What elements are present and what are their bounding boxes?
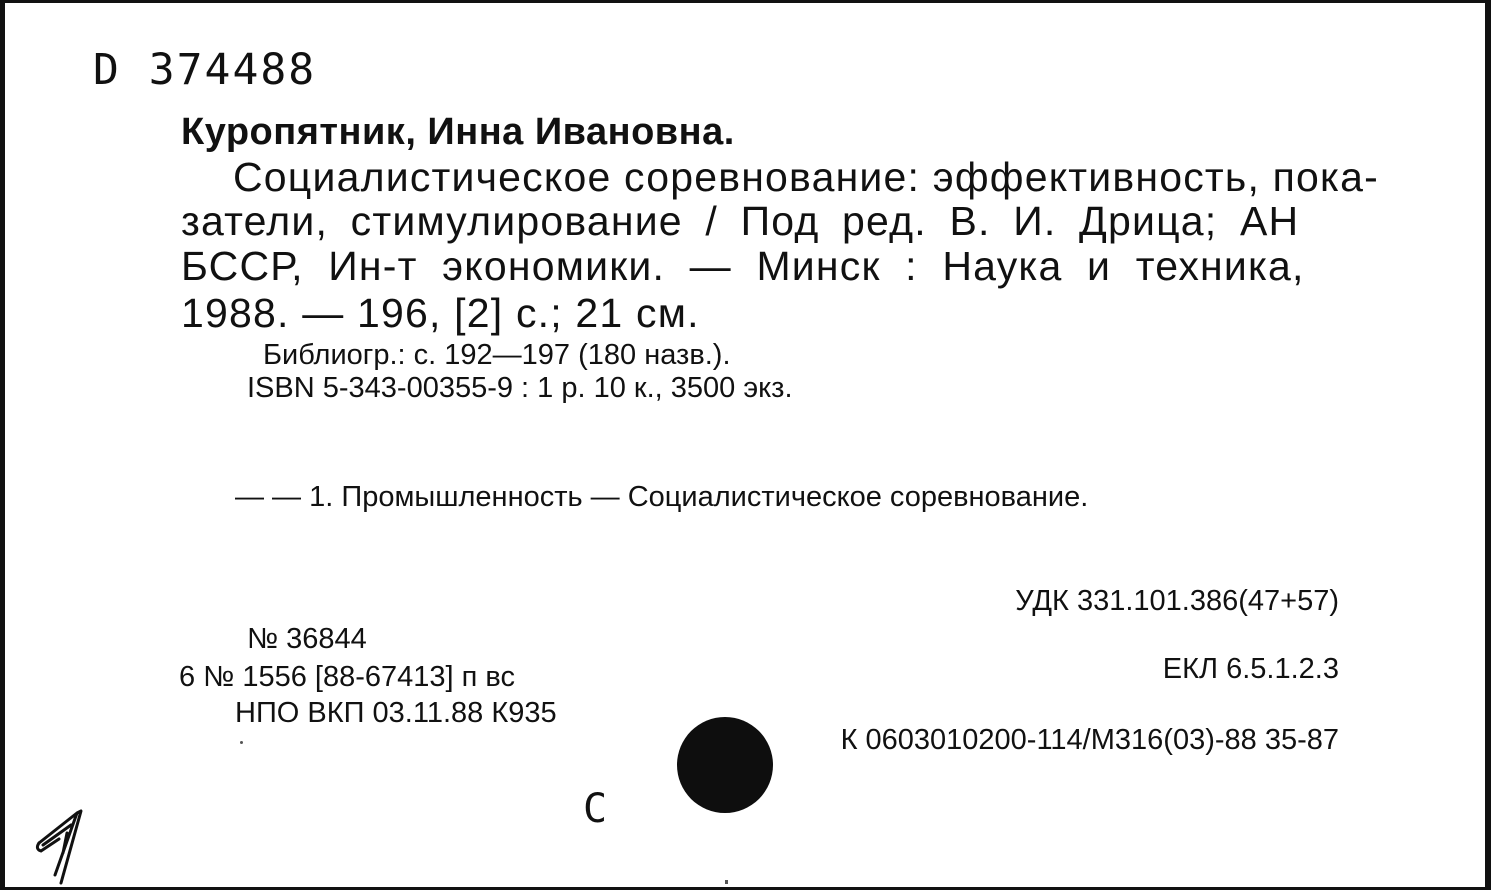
title-line-4: 1988. — 196, [2] с.; 21 см. [181, 290, 700, 336]
author-heading: Куропятник, Инна Ивановна. [181, 111, 735, 153]
handwritten-mark-icon [31, 803, 93, 887]
punch-hole-icon [677, 717, 773, 813]
bibliography-note: Библиогр.: с. 192—197 (180 назв.). [263, 339, 731, 371]
ekl-code: ЕКЛ 6.5.1.2.3 [1162, 653, 1339, 685]
title-line-3: БССР, Ин-т экономики. — Минск : Наука и техника, [181, 243, 1305, 289]
title-line-1: Социалистическое соревнование: эффективность, пока- [233, 154, 1379, 200]
speck [725, 880, 728, 884]
npo-line: НПО ВКП 03.11.88 К935 [235, 697, 557, 729]
subject-heading: — — 1. Промышленность — Социалистическое соревнование. [235, 481, 1089, 513]
registration-code: К 0603010200-114/М316(03)-88 35-87 [840, 724, 1339, 756]
c-mark: С [583, 786, 608, 832]
call-number: D 374488 [93, 45, 317, 95]
title-line-2: затели, стимулирование / Под ред. В. И. Дрица; АН [181, 198, 1300, 244]
accession-number: № 36844 [247, 623, 367, 655]
udk-code: УДК 331.101.386(47+57) [1015, 585, 1339, 617]
order-line: 6 № 1556 [88-67413] п вс [179, 661, 515, 693]
speck [240, 741, 243, 744]
isbn-note: ISBN 5-343-00355-9 : 1 р. 10 к., 3500 экз. [247, 372, 793, 404]
